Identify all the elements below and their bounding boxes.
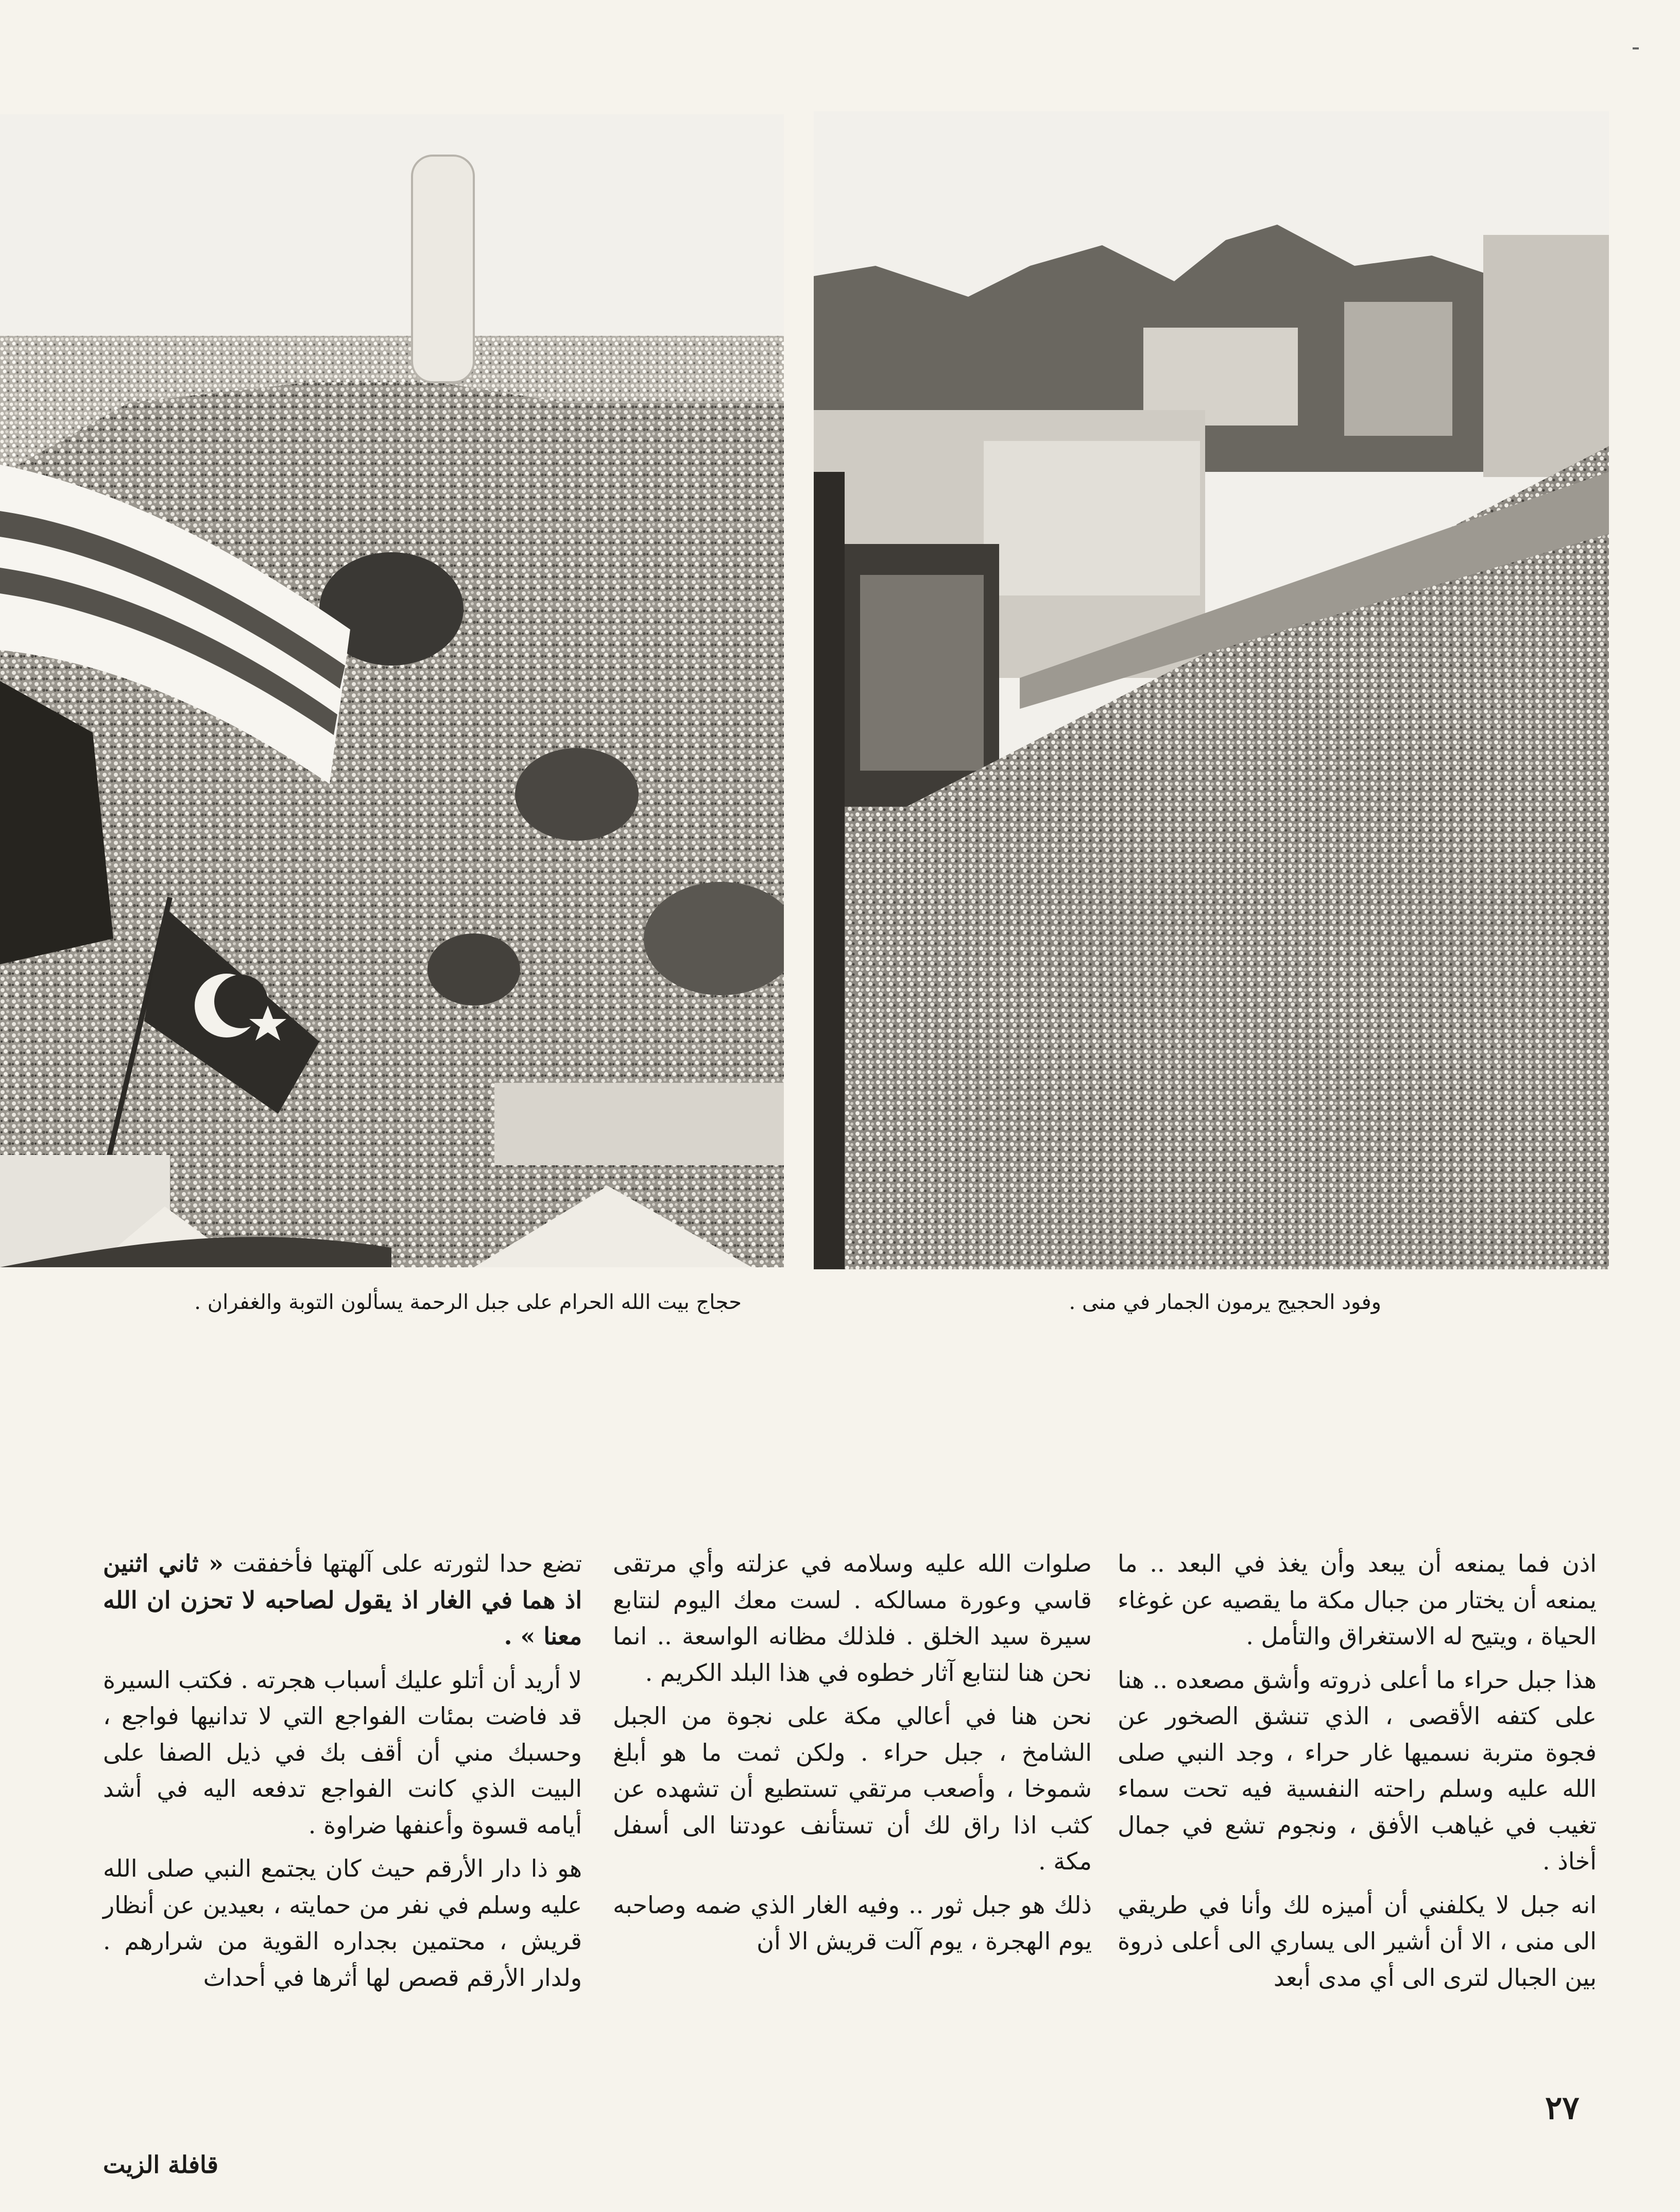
paragraph: هذا جبل حراء ما أعلى ذروته وأشق مصعده .. هنا على كتفه الأقصى ، الذي تنشق الصخور عن فجوة متربة نسميها غار حراء ، وجد النبي صلى الله عليه وسلم راحته النفسية فيه تحت سماء تغيب في غياهب الأفق ، ونجوم تشع في جمال أخاذ . (1118, 1665, 1597, 1875)
paragraph: انه جبل لا يكلفني أن أميزه لك وأنا في طريقي الى منى ، الا أن أشير الى يساري الى أعلى ذروة بين الجبال لترى الى أي مدى أبعد (1118, 1891, 1597, 1992)
page-number: ٢٧ (1545, 2089, 1580, 2126)
photo-jamarat-mina (814, 111, 1609, 1269)
print-mark (1633, 47, 1639, 49)
paragraph: هو ذا دار الأرقم حيث كان يجتمع النبي صلى الله عليه وسلم في نفر من حمايته ، بعيدين عن أنظار قريش ، محتمين بجداره القوية من شرارهم . ولدار الأرقم قصص لها أثرها في أحداث (103, 1854, 582, 1992)
paragraph-intro: تضع حدا لثورته على آلهتها فأخفقت (232, 1550, 582, 1577)
photo-mount-of-mercy (0, 114, 784, 1267)
text-column-middle (613, 1545, 1092, 1967)
text-column-right (1118, 1545, 1597, 2003)
photo-jamarat-mina-image (814, 111, 1609, 1269)
paragraph: اذن فما يمنعه أن يبعد وأن يغذ في البعد .. ما يمنعه أن يختار من جبال مكة ما يقصيه عن غوغاء الحياة ، ويتيح له الاستغراق والتأمل . (1118, 1550, 1597, 1650)
photo-mount-of-mercy-image (0, 114, 784, 1267)
text-column-left (103, 1545, 582, 2003)
paragraph-quote (103, 1545, 582, 1655)
quran-quote: « ثاني اثنين اذ هما في الغار اذ يقول لصاحبه لا تحزن ان الله معنا » . (103, 1550, 582, 1650)
paragraph: نحن هنا في أعالي مكة على نجوة من الجبل الشامخ ، جبل حراء . ولكن ثمت ما هو أبلغ شموخا ، وأصعب مرتقي تستطيع أن تشهده عن كثب اذا راق لك أن تستأنف عودتنا الى أسفل مكة . (613, 1702, 1092, 1875)
caption-right: وفود الحجيج يرمون الجمار في منى . (1069, 1290, 1381, 1314)
caption-left: حجاج بيت الله الحرام على جبل الرحمة يسألون التوبة والغفران . (194, 1290, 742, 1314)
paragraph: صلوات الله عليه وسلامه في عزلته وأي مرتقى قاسي وعورة مسالكه . لست معك اليوم لنتابع سيرة سيد الخلق . فلذلك مظانه الواسعة .. انما نحن هنا لنتابع آثار خطوه في هذا البلد الكريم . (613, 1550, 1092, 1687)
paragraph: ذلك هو جبل ثور .. وفيه الغار الذي ضمه وصاحبه يوم الهجرة ، يوم آلت قريش الا أن (613, 1891, 1092, 1955)
magazine-name: قافلة الزيت (103, 2151, 219, 2179)
paragraph: لا أريد أن أتلو عليك أسباب هجرته . فكتب السيرة قد فاضت بمئات الفواجع التي لا تدانيها فواجع ، وحسبك مني أن أقف بك في ذيل الصفا على البيت الذي كانت الفواجع تدفعه اليه في أشد أيامه قسوة وأعنفها ضراوة . (103, 1665, 582, 1839)
